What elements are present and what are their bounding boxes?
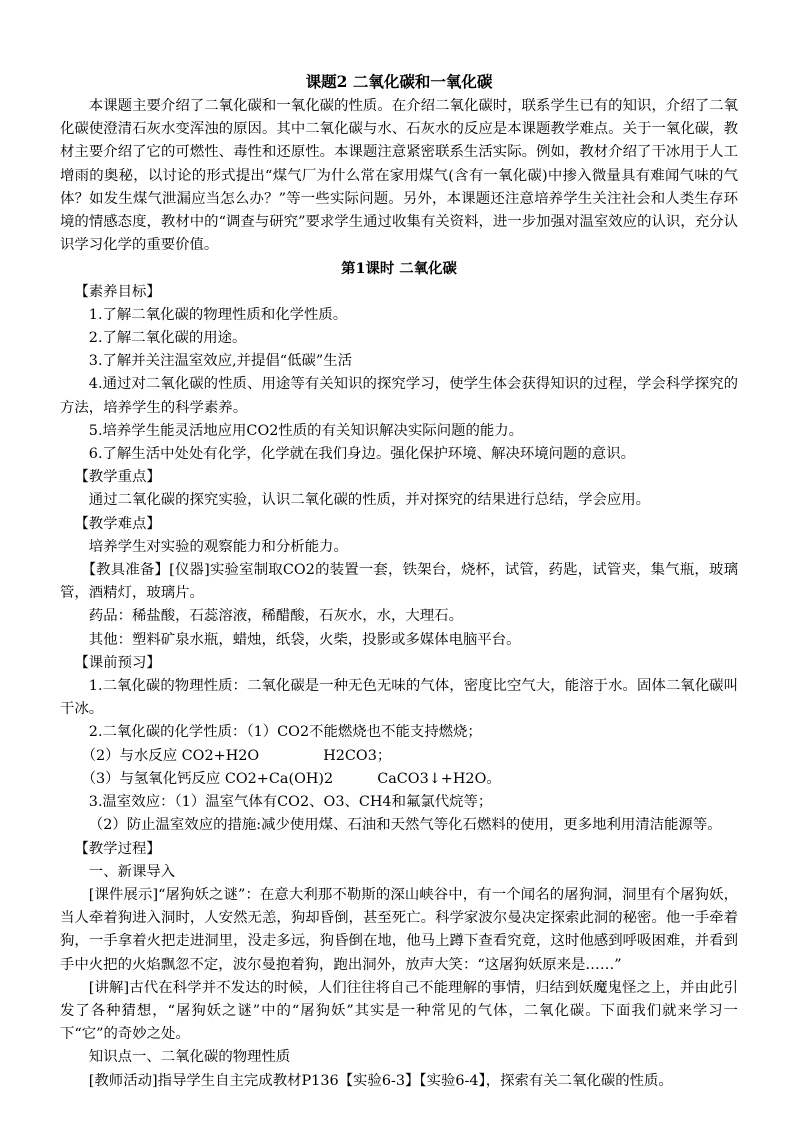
difficulty-text: 培养学生对实验的观察能力和分析能力。 <box>88 538 348 555</box>
goal-item: 2.了解二氧化碳的用途。 <box>88 330 247 347</box>
water-reaction-right: H2CO3； <box>323 747 392 764</box>
prep-reagents: 药品：稀盐酸，石蕊溶液，稀醋酸，石灰水，水，大理石。 <box>88 608 463 625</box>
document-title: 课题2 二氧化碳和一氧化碳 <box>305 72 493 91</box>
goal-item: 6.了解生活中处处有化学，化学就在我们身边。强化保护环境、解决环境问题的意识。 <box>88 446 635 463</box>
prep-other: 其他：塑料矿泉水瓶，蜡烛，纸袋，火柴，投影或多媒体电脑平台。 <box>88 631 521 648</box>
section-new-lesson: 一、新课导入 <box>88 863 176 880</box>
preview-heading: 【课前预习】 <box>74 654 161 671</box>
story-paragraph: [课件展示]“屠狗妖之谜”：在意大利那不勒斯的深山峡谷中，有一个闻名的屠狗洞，洞里有个屠狗妖，当人牵着狗进入洞时，人安然无恙，狗却昏倒，甚至死亡。科学家波尔曼决定探索此洞的秘密。他一手牵着狗，一手拿着火把走进洞里，没走多远，狗昏倒在地，他马上蹲下查看究竟，这时他感到呼吸困难，并看到手中火把的火焰飘忽不定，波尔曼抱着狗，跑出洞外，放声大笑：“这屠狗妖原来是……” <box>60 886 738 973</box>
preview-lime-reaction <box>60 768 738 791</box>
preview-physical: 1.二氧化碳的物理性质：二氧化碳是一种无色无味的气体，密度比空气大，能溶于水。固体二氧化碳叫干冰。 <box>60 678 738 718</box>
key-point-text: 通过二氧化碳的探究实验，认识二氧化碳的性质，并对探究的结果进行总结，学会应用。 <box>88 492 651 509</box>
knowledge-point-heading: 知识点一、二氧化碳的物理性质 <box>88 1049 291 1066</box>
intro-paragraph: 本课题主要介绍了二氧化碳和一氧化碳的性质。在介绍二氧化碳时，联系学生已有的知识，介绍了二氧化碳使澄清石灰水变浑浊的原因。其中二氧化碳与水、石灰水的反应是本课题教学难点。关于一氧化碳，教材主要介绍了它的可燃性、毒性和还原性。本课题注意紧密联系生活实际。例如，教材介绍了干冰用于人工增雨的奥秘，以讨论的形式提出“煤气厂为什么常在家用煤气(含有一氧化碳)中掺入微量具有难闻气味的气体？如发生煤气泄漏应当怎么办？”等一些实际问题。另外，本课题还注意培养学生关注社会和人类生存环境的情感态度，教材中的“调查与研究”要求学生通过收集有关资料，进一步加强对温室效应的认识，充分认识学习化学的重要价值。 <box>60 98 738 254</box>
preview-water-reaction <box>60 745 738 768</box>
document-page <box>60 68 738 1093</box>
lime-reaction-left: （3）与氢氧化钙反应 CO2+Ca(OH)2 <box>81 770 334 787</box>
process-heading: 【教学过程】 <box>74 840 161 857</box>
water-reaction-left: （2）与水反应 CO2+H2O <box>81 747 260 764</box>
lime-reaction-right: CaCO3↓+H2O。 <box>377 770 501 787</box>
lesson-title: 第1课时 二氧化碳 <box>341 260 457 278</box>
goal-item: 4.通过对二氧化碳的性质、用途等有关知识的探究学习，使学生体会获得知识的过程，学会科学探究的方法，培养学生的科学素养。 <box>60 376 738 416</box>
difficulty-heading: 【教学难点】 <box>74 515 161 532</box>
goal-item: 1.了解二氧化碳的物理性质和化学性质。 <box>88 306 348 323</box>
goal-item: 3.了解并关注温室效应,并提倡“低碳”生活 <box>88 353 353 370</box>
prep-paragraph: 【教具准备】[仪器]实验室制取CO2的装置一套，铁架台，烧杯，试管，药匙，试管夹，集气瓶，玻璃管，酒精灯，玻璃片。 <box>60 562 738 602</box>
preview-chemical: 2.二氧化碳的化学性质：（1）CO2不能燃烧也不能支持燃烧； <box>88 724 482 741</box>
teacher-activity: [教师活动]指导学生自主完成教材P136【实验6-3】【实验6-4】，探索有关二氧化碳的性质。 <box>88 1072 673 1089</box>
lecture-paragraph: [讲解]古代在科学并不发达的时候，人们往往将自己不能理解的事情，归结到妖魔鬼怪之上，并由此引发了各种猜想，“屠狗妖之谜”中的“屠狗妖”其实是一种常见的气体，二氧化碳。下面我们就来学习一下“它”的奇妙之处。 <box>60 979 738 1043</box>
preview-prevention: （2）防止温室效应的措施:减少使用煤、石油和天然气等化石燃料的使用，更多地利用清洁能源等。 <box>88 817 722 834</box>
goals-heading: 【素养目标】 <box>74 283 161 300</box>
goal-item: 5.培养学生能灵活地应用CO2性质的有关知识解决实际问题的能力。 <box>88 422 524 439</box>
key-point-heading: 【教学重点】 <box>74 469 161 486</box>
preview-greenhouse: 3.温室效应：（1）温室气体有CO2、O3、CH4和氟氯代烷等； <box>88 794 493 811</box>
